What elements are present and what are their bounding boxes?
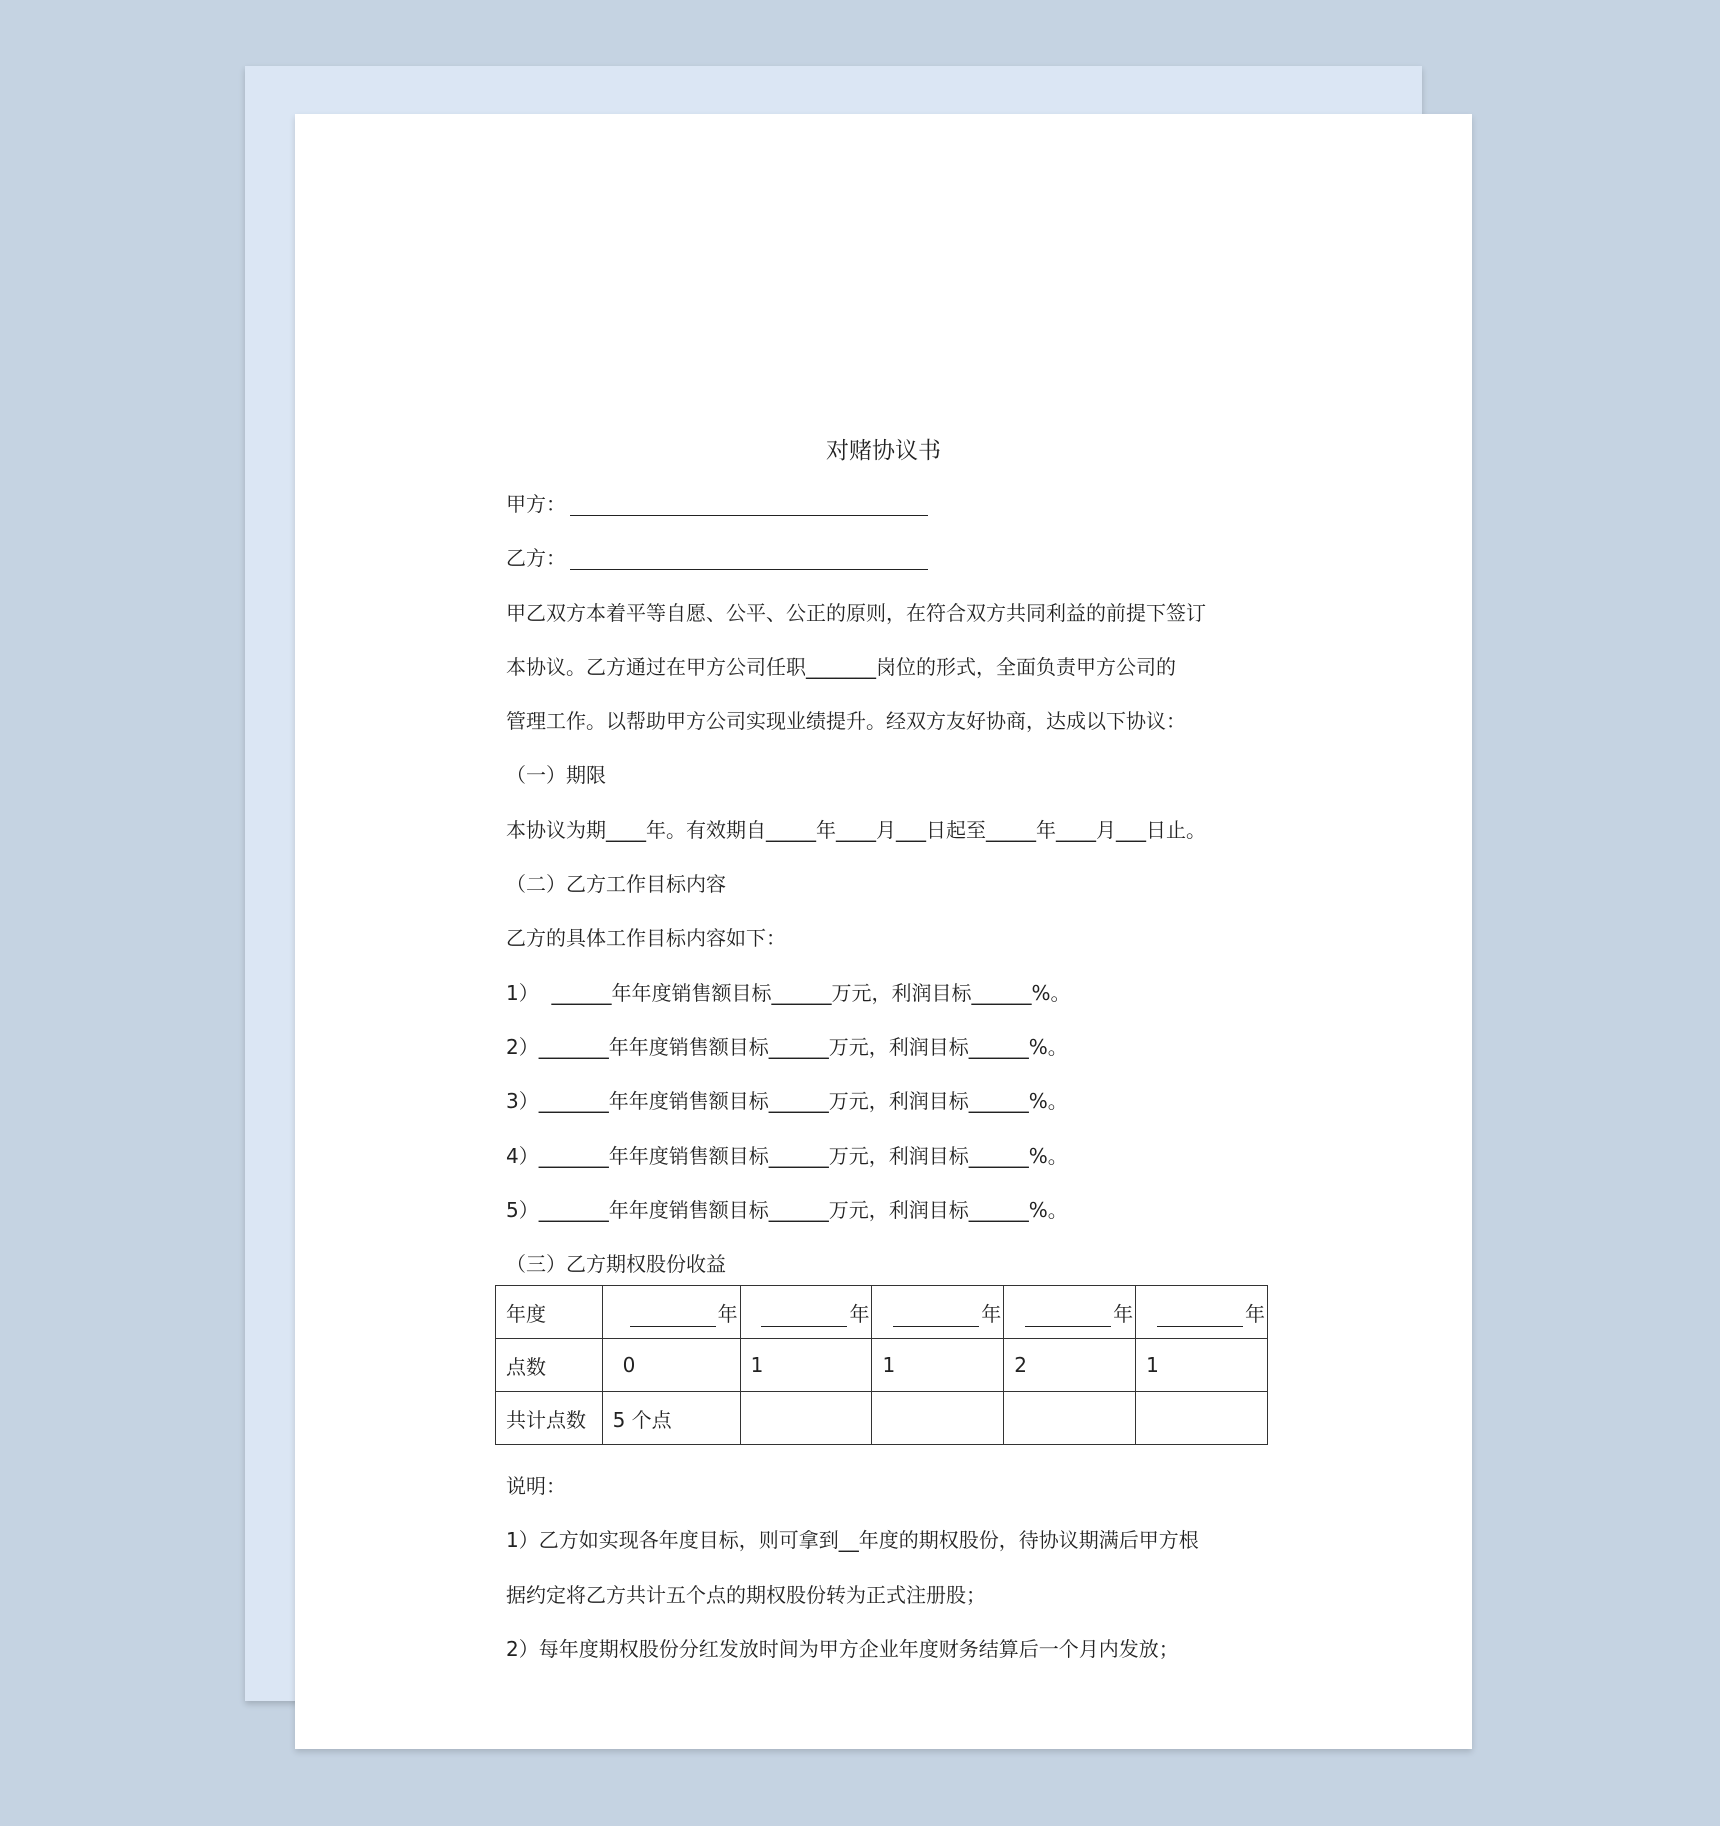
section-heading: （三）乙方期权股份收益 bbox=[506, 1252, 726, 1277]
table-row bbox=[496, 1392, 1268, 1445]
target-item: 5）_______年年度销售额目标______万元，利润目标______%。 bbox=[506, 1197, 1068, 1222]
party-a-line bbox=[506, 477, 1266, 531]
party-b-line bbox=[506, 531, 1266, 585]
section-heading: （二）乙方工作目标内容 bbox=[506, 872, 726, 897]
document-body bbox=[506, 477, 1266, 1291]
table-row bbox=[496, 1286, 1268, 1339]
target-item: 1） ______年年度销售额目标______万元，利润目标______%。 bbox=[506, 980, 1071, 1005]
intro-line: 管理工作。以帮助甲方公司实现业绩提升。经双方友好协商，达成以下协议： bbox=[506, 709, 1186, 734]
points-cell: 1 bbox=[872, 1339, 1004, 1392]
notes-heading: 说明： bbox=[506, 1474, 566, 1498]
party-b-field[interactable] bbox=[570, 547, 928, 570]
equity-table bbox=[495, 1285, 1268, 1445]
party-a-field[interactable] bbox=[570, 493, 928, 516]
target-item: 4）_______年年度销售额目标______万元，利润目标______%。 bbox=[506, 1143, 1068, 1168]
intro-line: 甲乙双方本着平等自愿、公平、公正的原则，在符合双方共同利益的前提下签订 bbox=[506, 600, 1206, 625]
target-item: 3）_______年年度销售额目标______万元，利润目标______%。 bbox=[506, 1089, 1068, 1114]
section-heading: （一）期限 bbox=[506, 763, 606, 788]
points-cell: 1 bbox=[740, 1339, 872, 1392]
points-cell: 1 bbox=[1136, 1339, 1268, 1392]
points-cell: 0 bbox=[602, 1339, 740, 1392]
empty-cell bbox=[872, 1392, 1004, 1445]
term-text: 本协议为期____年。有效期自_____年____月___日起至_____年____月___日止。 bbox=[506, 817, 1206, 842]
document-title: 对赌协议书 bbox=[826, 438, 941, 464]
table-row bbox=[496, 1339, 1268, 1392]
intro-line: 本协议。乙方通过在甲方公司任职_______岗位的形式，全面负责甲方公司的 bbox=[506, 654, 1176, 679]
party-b-label: 乙方： bbox=[506, 546, 566, 571]
total-cell: 5 个点 bbox=[602, 1392, 740, 1445]
empty-cell bbox=[1136, 1392, 1268, 1445]
year-cell: 年 bbox=[1004, 1286, 1136, 1339]
note-line: 1）乙方如实现各年度目标，则可拿到__年度的期权股份，待协议期满后甲方根 bbox=[506, 1528, 1199, 1553]
row-label: 点数 bbox=[496, 1339, 603, 1392]
points-cell: 2 bbox=[1004, 1339, 1136, 1392]
target-item: 2）_______年年度销售额目标______万元，利润目标______%。 bbox=[506, 1034, 1068, 1059]
year-cell: 年 bbox=[602, 1286, 740, 1339]
party-a-label: 甲方： bbox=[506, 492, 566, 516]
year-cell: 年 bbox=[1136, 1286, 1268, 1339]
year-cell: 年 bbox=[740, 1286, 872, 1339]
row-label: 共计点数 bbox=[496, 1392, 603, 1445]
note-line: 2）每年度期权股份分红发放时间为甲方企业年度财务结算后一个月内发放； bbox=[506, 1636, 1179, 1661]
notes bbox=[506, 1459, 1286, 1676]
year-cell: 年 bbox=[872, 1286, 1004, 1339]
empty-cell bbox=[740, 1392, 872, 1445]
note-line: 据约定将乙方共计五个点的期权股份转为正式注册股； bbox=[506, 1582, 986, 1607]
targets-intro: 乙方的具体工作目标内容如下： bbox=[506, 926, 786, 951]
empty-cell bbox=[1004, 1392, 1136, 1445]
row-label: 年度 bbox=[496, 1286, 603, 1339]
document-page bbox=[295, 114, 1472, 1749]
